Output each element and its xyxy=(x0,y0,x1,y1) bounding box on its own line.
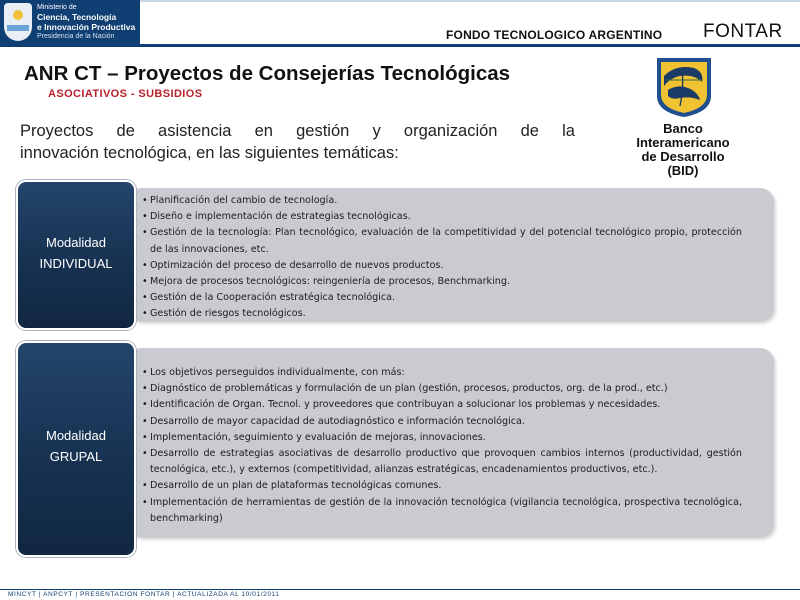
footer-rule xyxy=(0,589,800,590)
bid-line2: Interamericano xyxy=(636,135,730,150)
intro-paragraph xyxy=(20,120,575,164)
header-bar xyxy=(0,0,800,46)
list-item: • Gestión de riesgos tecnológicos. xyxy=(142,306,742,322)
list-item: • Gestión de la tecnología: Plan tecnológico, evaluación de la competitividad y del potencial tecnológico propio, protección de las innovaciones, etc. xyxy=(142,225,742,257)
modalidad-individual-label xyxy=(18,232,134,274)
list-item: • Desarrollo de estrategias asociativas de desarrollo productivo que provoquen cambios internos (productividad, gestión tecnológica, etc.), y externos (competitividad, alianzas estratégicas, encadenamientos productivos, etc.). xyxy=(142,446,742,478)
bid-logo-text xyxy=(620,122,746,178)
list-item: • Desarrollo de mayor capacidad de autodiagnóstico e información tecnológica. xyxy=(142,414,742,430)
ministry-line4: Presidencia de la Nación xyxy=(37,33,115,40)
ministry-line1: Ministerio de xyxy=(37,4,77,11)
ministry-line2: Ciencia, Tecnología xyxy=(37,12,117,22)
individual-topics-list xyxy=(142,193,742,323)
list-item: • Identificación de Organ. Tecnol. y proveedores que contribuyan a solucionar los problemas y necesidades. xyxy=(142,397,742,413)
program-brand: FONTAR xyxy=(703,21,783,42)
footer-text: MINCYT | ANPCYT | PRESENTACION FONTAR | ACTUALIZADA AL 10/01/2011 xyxy=(8,591,280,598)
modalidad-grupal-line2: GRUPAL xyxy=(49,449,103,464)
list-item: • Diseño e implementación de estrategias tecnológicas. xyxy=(142,209,742,225)
page-subtitle: ASOCIATIVOS - SUBSIDIOS xyxy=(48,88,203,100)
list-item: • Diagnóstico de problemáticas y formulación de un plan (gestión, procesos, productos, org. de la prod., etc.) xyxy=(142,381,742,397)
ministry-band xyxy=(0,0,140,46)
list-item: • Optimización del proceso de desarrollo de nuevos productos. xyxy=(142,258,742,274)
intro-line2: innovación tecnológica, en las siguientes temáticas: xyxy=(20,144,399,162)
ministry-logo-text xyxy=(37,3,137,41)
ministry-line3: e Innovación Productiva xyxy=(37,22,136,32)
modalidad-grupal-label xyxy=(18,425,134,467)
list-item: • Planificación del cambio de tecnología. xyxy=(142,193,742,209)
intro-line1: Proyectos de asistencia en gestión y organización de la xyxy=(20,122,575,140)
program-name: FONDO TECNOLOGICO ARGENTINO xyxy=(446,28,663,42)
modalidad-individual-box xyxy=(16,180,136,330)
modalidad-grupal-box xyxy=(16,341,136,557)
list-item: • Los objetivos perseguidos individualmente, con más: xyxy=(142,365,742,381)
bid-globe-logo-icon xyxy=(654,56,714,118)
header-rule xyxy=(0,44,800,47)
modalidad-grupal-line1: Modalidad xyxy=(46,428,106,443)
list-item: • Implementación de herramientas de gestión de la innovación tecnológica (vigilancia tecnológica, prospectiva tecnológica, benchmarking) xyxy=(142,495,742,527)
list-item: • Desarrollo de un plan de plataformas tecnológicas comunes. xyxy=(142,478,742,494)
bid-line3: de Desarrollo xyxy=(641,149,725,164)
grupal-topics-list xyxy=(142,365,742,527)
list-item: • Implementación, seguimiento y evaluación de mejoras, innovaciones. xyxy=(142,430,742,446)
list-item: • Mejora de procesos tecnológicos: reingeniería de procesos, Benchmarking. xyxy=(142,274,742,290)
page-title: ANR CT – Proyectos de Consejerías Tecnológicas xyxy=(24,62,511,85)
modalidad-individual-line2: INDIVIDUAL xyxy=(39,256,113,271)
bid-line4: (BID) xyxy=(667,163,699,178)
argentina-coat-of-arms-icon xyxy=(4,3,32,41)
bid-line1: Banco xyxy=(663,121,703,136)
header-top-rule xyxy=(140,0,800,2)
list-item: • Gestión de la Cooperación estratégica tecnológica. xyxy=(142,290,742,306)
modalidad-individual-line1: Modalidad xyxy=(46,235,106,250)
